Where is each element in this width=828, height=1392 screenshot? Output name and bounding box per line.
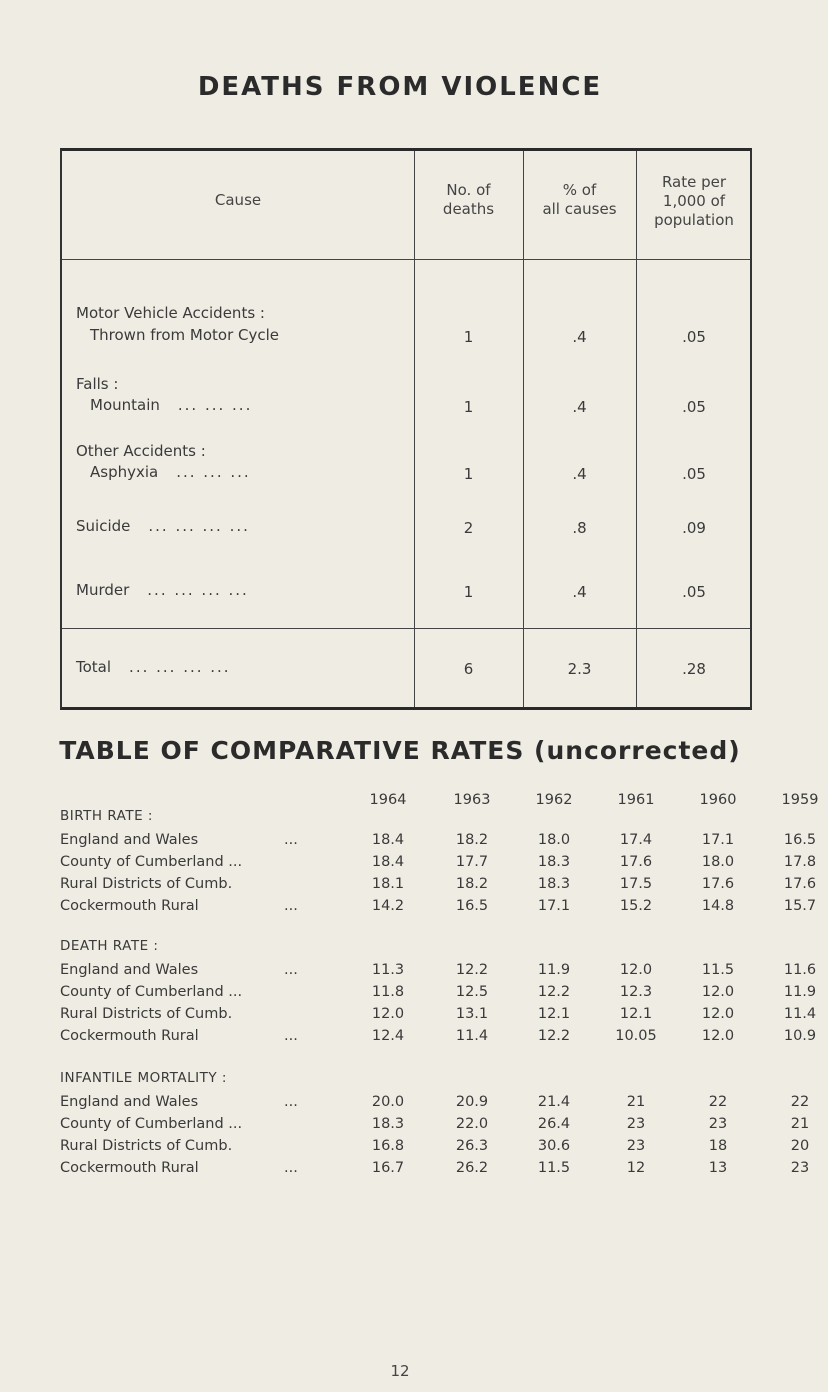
rate-value: 21.4	[537, 1094, 571, 1110]
row-label: England and Wales ...	[60, 1094, 298, 1110]
rate-value: 17.1	[537, 898, 571, 914]
row-percent: .4	[572, 465, 587, 483]
header-cause: Cause	[214, 191, 262, 209]
rate-value: 17.5	[619, 876, 653, 892]
rate-value: 20	[790, 1138, 810, 1154]
row-label: England and Wales ...	[60, 832, 298, 848]
rate-value: 12.2	[537, 984, 571, 1000]
table-row	[60, 1116, 810, 1136]
row-label: Thrown from Motor Cycle	[90, 326, 280, 344]
rate-value: 15.7	[783, 898, 817, 914]
rate-value: 18.1	[371, 876, 405, 892]
rate-value: 18.3	[371, 1116, 405, 1132]
rate-value: 16.5	[455, 898, 489, 914]
rate-value: 18.3	[537, 876, 571, 892]
section-heading: INFANTILE MORTALITY :	[60, 1070, 227, 1086]
table-row	[60, 1006, 817, 1026]
rate-value: 16.7	[371, 1160, 405, 1176]
deaths-from-violence-table	[60, 148, 752, 710]
page-title: DEATHS FROM VIOLENCE	[197, 72, 603, 102]
total-divider	[62, 628, 750, 629]
rate-value: 14.2	[371, 898, 405, 914]
rate-value: 26.4	[537, 1116, 571, 1132]
rate-value: 21	[626, 1094, 646, 1110]
rate-value: 12.2	[537, 1028, 571, 1044]
table-row	[60, 962, 817, 982]
rate-value: 12.0	[701, 1028, 735, 1044]
rate-value: 17.6	[783, 876, 817, 892]
rate-value: 18.4	[371, 854, 405, 870]
row-label: Mountain ... ... ...	[90, 396, 253, 414]
rate-value: 18.2	[455, 832, 489, 848]
rate-value: 16.8	[371, 1138, 405, 1154]
rate-value: 18	[708, 1138, 728, 1154]
table-row	[60, 832, 817, 852]
year-header-row	[60, 792, 819, 812]
year-header: 1961	[617, 792, 655, 808]
row-rate: .05	[682, 398, 706, 416]
row-label: County of Cumberland ...	[60, 1116, 243, 1132]
table-row	[60, 1160, 810, 1180]
rate-value: 11.4	[783, 1006, 817, 1022]
row-label: England and Wales ...	[60, 962, 298, 978]
rate-value: 13.1	[455, 1006, 489, 1022]
rate-value: 18.2	[455, 876, 489, 892]
rate-value: 18.0	[537, 832, 571, 848]
rate-value: 12.5	[455, 984, 489, 1000]
row-label: Suicide ... ... ... ...	[76, 517, 250, 535]
rate-value: 20.0	[371, 1094, 405, 1110]
rate-value: 12.0	[701, 1006, 735, 1022]
year-header: 1959	[781, 792, 819, 808]
header-deaths: No. of deaths	[442, 181, 495, 218]
table-row	[60, 1138, 810, 1158]
rate-value: 12	[626, 1160, 646, 1176]
rate-value: 11.8	[371, 984, 405, 1000]
total-label: Total ... ... ... ...	[76, 658, 231, 676]
row-label: County of Cumberland ...	[60, 854, 243, 870]
rate-value: 17.4	[619, 832, 653, 848]
table-row	[60, 1094, 810, 1114]
year-header: 1962	[535, 792, 573, 808]
table-row	[60, 984, 817, 1004]
row-label: Cockermouth Rural ...	[60, 1160, 298, 1176]
row-rate: .09	[682, 519, 706, 537]
column-divider	[523, 151, 524, 707]
rate-value: 17.6	[701, 876, 735, 892]
column-divider	[636, 151, 637, 707]
row-label: Rural Districts of Cumb.	[60, 876, 233, 892]
rate-value: 12.3	[619, 984, 653, 1000]
rate-value: 15.2	[619, 898, 653, 914]
row-label: Cockermouth Rural ...	[60, 1028, 298, 1044]
rate-value: 23	[708, 1116, 728, 1132]
row-label: County of Cumberland ...	[60, 984, 243, 1000]
rate-value: 17.1	[701, 832, 735, 848]
rate-value: 21	[790, 1116, 810, 1132]
rate-value: 17.6	[619, 854, 653, 870]
rate-value: 17.8	[783, 854, 817, 870]
rate-value: 26.3	[455, 1138, 489, 1154]
page-number: 12	[390, 1362, 410, 1380]
year-header: 1960	[699, 792, 737, 808]
row-deaths: 1	[463, 328, 474, 346]
rate-value: 11.9	[783, 984, 817, 1000]
row-percent: .4	[572, 328, 587, 346]
row-deaths: 1	[463, 583, 474, 601]
rate-value: 12.4	[371, 1028, 405, 1044]
row-rate: .05	[682, 465, 706, 483]
total-deaths: 6	[463, 660, 474, 678]
rate-value: 18.0	[701, 854, 735, 870]
year-header: 1964	[369, 792, 407, 808]
rate-value: 18.4	[371, 832, 405, 848]
rate-value: 10.9	[783, 1028, 817, 1044]
rate-value: 20.9	[455, 1094, 489, 1110]
total-percent: 2.3	[567, 660, 592, 678]
row-deaths: 2	[463, 519, 474, 537]
table-row	[60, 876, 817, 896]
rate-value: 11.6	[783, 962, 817, 978]
header-rate: Rate per 1,000 of population	[654, 173, 734, 229]
rate-value: 14.8	[701, 898, 735, 914]
header-divider	[62, 259, 750, 260]
table-row	[60, 898, 817, 918]
rate-value: 11.3	[371, 962, 405, 978]
rate-value: 11.9	[537, 962, 571, 978]
rate-value: 10.05	[615, 1028, 657, 1044]
table-row	[60, 1028, 817, 1048]
rate-value: 12.1	[619, 1006, 653, 1022]
rate-value: 11.5	[701, 962, 735, 978]
section-heading: DEATH RATE :	[60, 938, 159, 954]
row-label: Murder ... ... ... ...	[76, 581, 249, 599]
rate-value: 12.0	[371, 1006, 405, 1022]
rate-value: 22	[708, 1094, 728, 1110]
comparative-rates-title: TABLE OF COMPARATIVE RATES (uncorrected)	[59, 736, 741, 765]
rate-value: 26.2	[455, 1160, 489, 1176]
rate-value: 30.6	[537, 1138, 571, 1154]
table-row	[60, 854, 817, 874]
rate-value: 22	[790, 1094, 810, 1110]
rate-value: 17.7	[455, 854, 489, 870]
rate-value: 11.5	[537, 1160, 571, 1176]
comparative-rates-table	[60, 784, 819, 1344]
row-label: Asphyxia ... ... ...	[90, 463, 251, 481]
row-group-label: Other Accidents :	[76, 442, 206, 460]
rate-value: 13	[708, 1160, 728, 1176]
header-percent: % of all causes	[542, 181, 617, 218]
rate-value: 12.0	[701, 984, 735, 1000]
row-deaths: 1	[463, 398, 474, 416]
row-deaths: 1	[463, 465, 474, 483]
rate-value: 16.5	[783, 832, 817, 848]
row-rate: .05	[682, 328, 706, 346]
row-percent: .4	[572, 398, 587, 416]
column-divider	[414, 151, 415, 707]
row-label: Rural Districts of Cumb.	[60, 1006, 233, 1022]
rate-value: 12.2	[455, 962, 489, 978]
row-group-label: Falls :	[76, 375, 119, 393]
rate-value: 23	[626, 1116, 646, 1132]
row-percent: .4	[572, 583, 587, 601]
rate-value: 23	[790, 1160, 810, 1176]
rate-value: 22.0	[455, 1116, 489, 1132]
row-rate: .05	[682, 583, 706, 601]
row-label: Rural Districts of Cumb.	[60, 1138, 233, 1154]
rate-value: 18.3	[537, 854, 571, 870]
total-rate: .28	[682, 660, 706, 678]
row-group-label: Motor Vehicle Accidents :	[76, 304, 265, 322]
section-heading: BIRTH RATE :	[60, 808, 153, 824]
rate-value: 12.1	[537, 1006, 571, 1022]
rate-value: 11.4	[455, 1028, 489, 1044]
rate-value: 23	[626, 1138, 646, 1154]
row-percent: .8	[572, 519, 587, 537]
rate-value: 12.0	[619, 962, 653, 978]
year-header: 1963	[453, 792, 491, 808]
row-label: Cockermouth Rural ...	[60, 898, 298, 914]
